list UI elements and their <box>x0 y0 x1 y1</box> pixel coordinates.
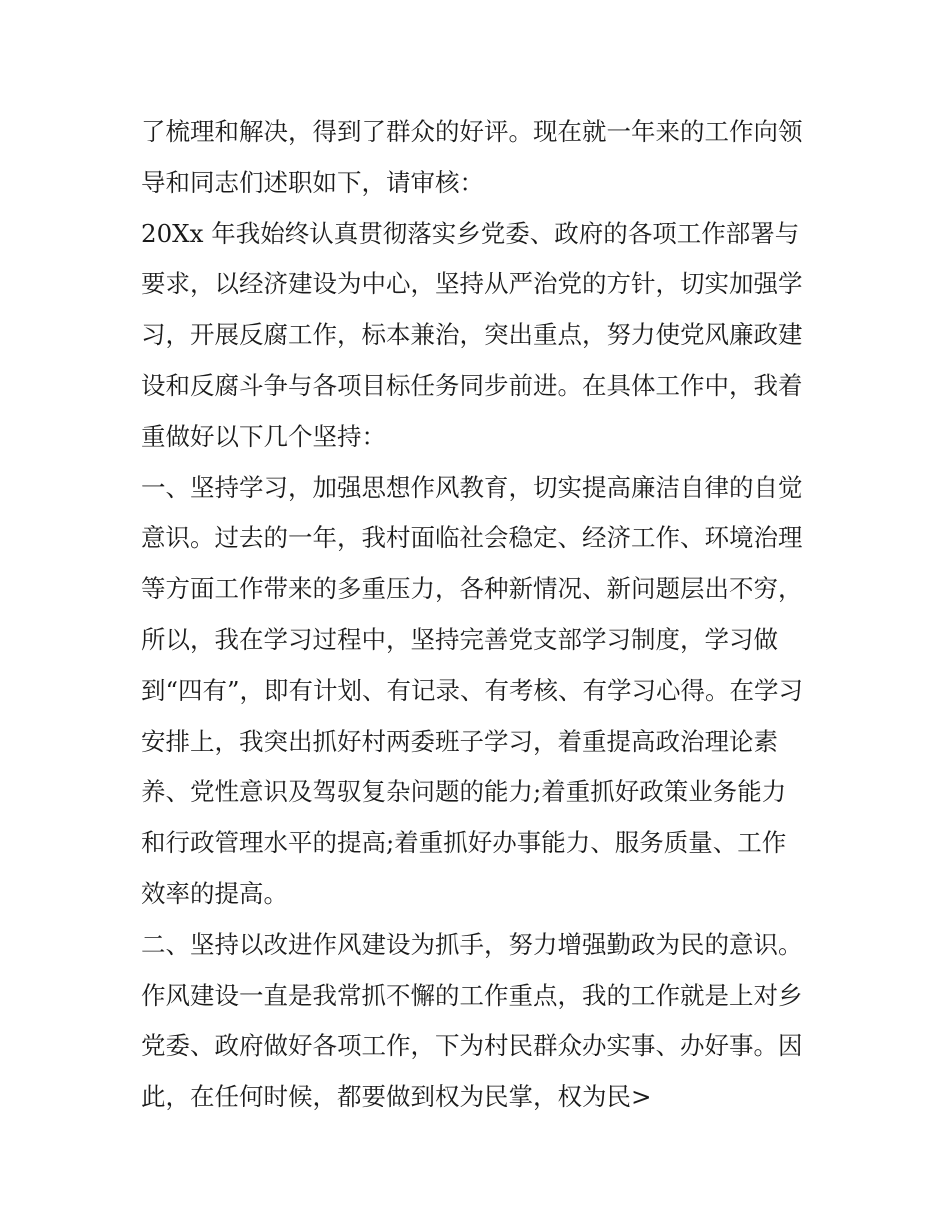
text-line: 导和同志们述职如下，请审核： <box>141 167 484 197</box>
text-line: 了梳理和解决，得到了群众的好评。现在就一年来的工作向领 <box>141 117 803 146</box>
text-line: 重做好以下几个坚持： <box>141 421 386 451</box>
text-line: 等方面工作带来的多重压力，各种新情况、新问题层出不穷， <box>141 574 803 604</box>
text-line: 党委、政府做好各项工作，下为村民群众办实事、办好事。因 <box>141 1031 803 1061</box>
text-line: 习，开展反腐工作，标本兼治，突出重点，努力使党风廉政建 <box>141 320 803 350</box>
text-line: 作风建设一直是我常抓不懈的工作重点，我的工作就是上对乡 <box>141 980 803 1010</box>
text-line: 一、坚持学习，加强思想作风教育，切实提高廉洁自律的自觉 <box>141 472 803 502</box>
text-line: 效率的提高。 <box>141 878 288 908</box>
text-line: 设和反腐斗争与各项目标任务同步前进。在具体工作中，我着 <box>141 370 803 400</box>
text-line: 20Xx 年我始终认真贯彻落实乡党委、政府的各项工作部署与 <box>141 218 800 248</box>
text-line: 要求，以经济建设为中心，坚持从严治党的方针，切实加强学 <box>141 269 803 299</box>
text-line: 到“四有”，即有计划、有记录、有考核、有学习心得。在学习 <box>141 675 804 705</box>
text-line: 所以，我在学习过程中，坚持完善党支部学习制度，学习做 <box>141 624 778 654</box>
text-line: 养、党性意识及驾驭复杂问题的能力;着重抓好政策业务能力 <box>141 777 787 807</box>
text-line: 二、坚持以改进作风建设为抓手，努力增强勤政为民的意识。 <box>141 929 803 959</box>
text-line: 安排上，我突出抓好村两委班子学习，着重提高政治理论素 <box>141 726 778 756</box>
text-line: 意识。过去的一年，我村面临社会稳定、经济工作、环境治理 <box>141 523 803 553</box>
document-body <box>141 107 831 1123</box>
text-line: 此，在任何时候，都要做到权为民掌，权为民> <box>141 1082 652 1112</box>
text-line: 和行政管理水平的提高;着重抓好办事能力、服务质量、工作 <box>141 828 787 858</box>
